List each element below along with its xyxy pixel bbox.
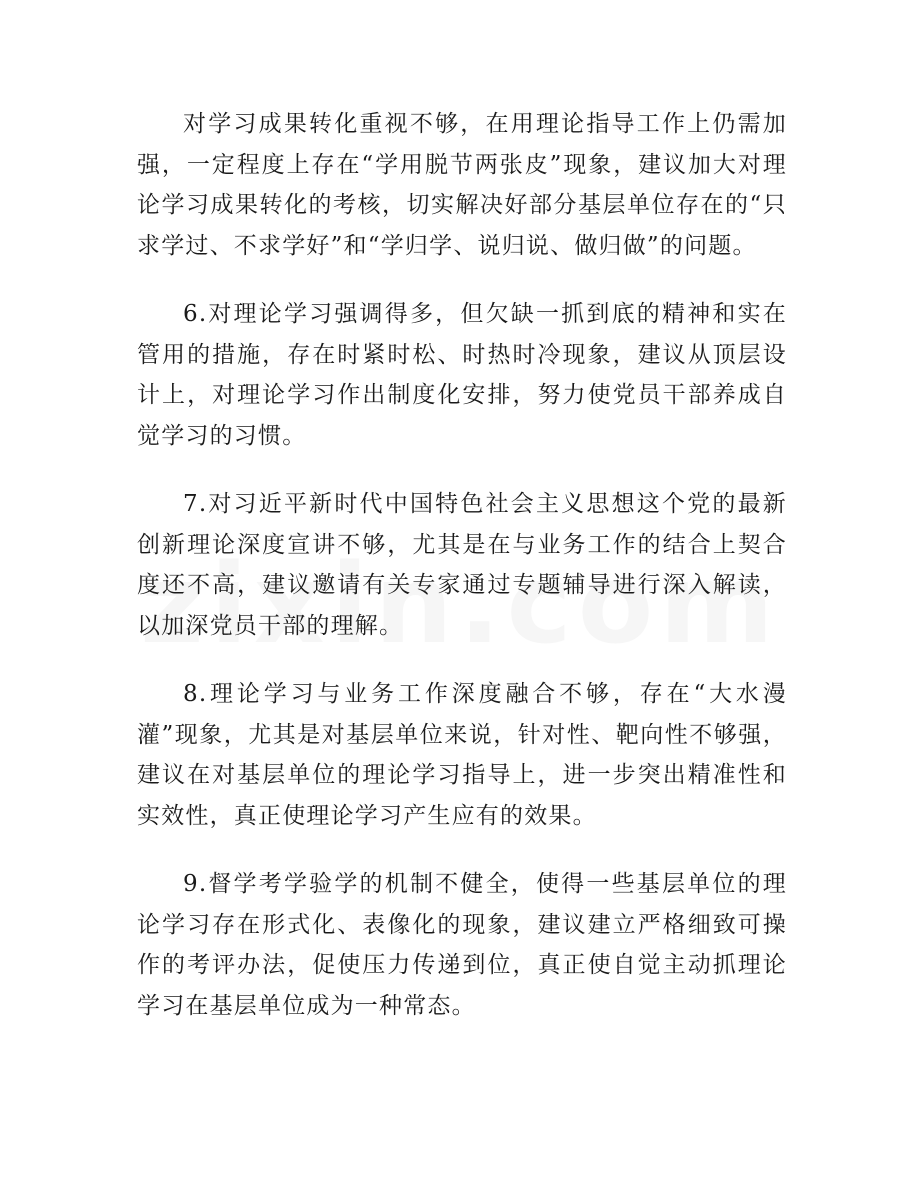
document-body — [137, 104, 787, 1054]
paragraph-1: 对学习成果转化重视不够，在用理论指导工作上仍需加强，一定程度上存在“学用脱节两张皮”现象，建议加大对理论学习成果转化的考核，切实解决好部分基层单位存在的“只求学过、不求学好”和“学归学、说归说、做归做”的问题。 — [137, 111, 787, 259]
paragraph-3: 7.对习近平新时代中国特色社会主义思想这个党的最新创新理论深度宣讲不够，尤其是在与业务工作的结合上契合度还不高，建议邀请有关专家通过专题辅导进行深入解读，以加深党员干部的理解。 — [137, 491, 787, 639]
paragraph-4: 8.理论学习与业务工作深度融合不够，存在“大水漫灌”现象，尤其是对基层单位来说，针对性、靶向性不够强，建议在对基层单位的理论学习指导上，进一步突出精准性和实效性，真正使理论学习产生应有的效果。 — [137, 681, 787, 829]
paragraph-5: 9.督学考学验学的机制不健全，使得一些基层单位的理论学习存在形式化、表像化的现象，建议建立严格细致可操作的考评办法，促使压力传递到位，真正使自觉主动抓理论学习在基层单位成为一种常态。 — [137, 871, 787, 1019]
paragraph-2: 6.对理论学习强调得多，但欠缺一抓到底的精神和实在管用的措施，存在时紧时松、时热时冷现象，建议从顶层设计上，对理论学习作出制度化安排，努力使党员干部养成自觉学习的习惯。 — [137, 301, 787, 449]
